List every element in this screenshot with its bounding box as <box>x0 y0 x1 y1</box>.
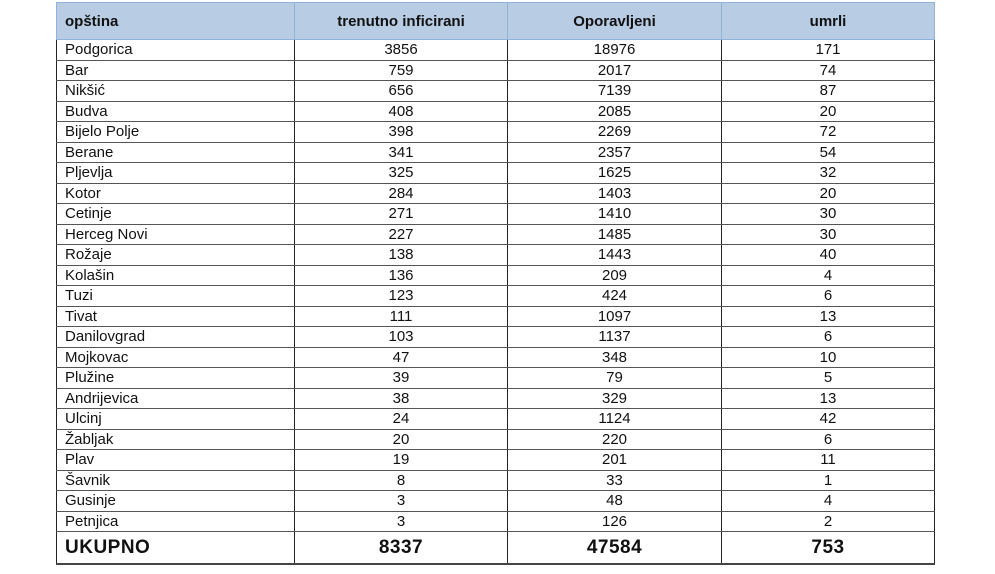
deaths-cell: 40 <box>722 245 935 266</box>
currently-infected-cell: 3 <box>295 511 508 532</box>
table-body <box>57 40 935 532</box>
currently-infected-cell: 325 <box>295 163 508 184</box>
municipality-cell: Tuzi <box>57 286 295 307</box>
deaths-cell: 30 <box>722 224 935 245</box>
municipality-cell: Podgorica <box>57 40 295 61</box>
deaths-cell: 6 <box>722 429 935 450</box>
municipality-cell: Bar <box>57 60 295 81</box>
recovered-cell: 2269 <box>508 122 722 143</box>
municipality-cell: Kotor <box>57 183 295 204</box>
recovered-cell: 1097 <box>508 306 722 327</box>
currently-infected-cell: 123 <box>295 286 508 307</box>
table-row <box>57 368 935 389</box>
currently-infected-cell: 227 <box>295 224 508 245</box>
table-row <box>57 511 935 532</box>
municipality-cell: Cetinje <box>57 204 295 225</box>
recovered-cell: 2017 <box>508 60 722 81</box>
municipality-cell: Rožaje <box>57 245 295 266</box>
municipality-cell: Nikšić <box>57 81 295 102</box>
table-row <box>57 470 935 491</box>
deaths-cell: 74 <box>722 60 935 81</box>
header-deaths: umrli <box>722 3 935 40</box>
table-row <box>57 122 935 143</box>
municipality-cell: Ulcinj <box>57 409 295 430</box>
deaths-cell: 87 <box>722 81 935 102</box>
municipality-cell: Danilovgrad <box>57 327 295 348</box>
currently-infected-cell: 3856 <box>295 40 508 61</box>
recovered-cell: 2357 <box>508 142 722 163</box>
recovered-cell: 18976 <box>508 40 722 61</box>
table-row <box>57 429 935 450</box>
currently-infected-cell: 138 <box>295 245 508 266</box>
total-row <box>57 532 935 565</box>
table-row <box>57 388 935 409</box>
recovered-cell: 1485 <box>508 224 722 245</box>
recovered-cell: 1625 <box>508 163 722 184</box>
recovered-cell: 1410 <box>508 204 722 225</box>
table-row <box>57 327 935 348</box>
deaths-cell: 11 <box>722 450 935 471</box>
table-row <box>57 204 935 225</box>
deaths-cell: 4 <box>722 265 935 286</box>
municipality-cell: Tivat <box>57 306 295 327</box>
currently-infected-cell: 19 <box>295 450 508 471</box>
table-row <box>57 142 935 163</box>
table-row <box>57 224 935 245</box>
table-row <box>57 60 935 81</box>
currently-infected-cell: 656 <box>295 81 508 102</box>
deaths-cell: 6 <box>722 327 935 348</box>
recovered-cell: 79 <box>508 368 722 389</box>
deaths-cell: 54 <box>722 142 935 163</box>
header-currently-infected: trenutno inficirani <box>295 3 508 40</box>
deaths-cell: 5 <box>722 368 935 389</box>
municipality-cell: Budva <box>57 101 295 122</box>
recovered-cell: 220 <box>508 429 722 450</box>
table-row <box>57 409 935 430</box>
municipality-cell: Mojkovac <box>57 347 295 368</box>
total-deaths: 753 <box>722 532 935 565</box>
total-currently-infected: 8337 <box>295 532 508 565</box>
total-label: UKUPNO <box>57 532 295 565</box>
table-row <box>57 163 935 184</box>
municipality-cell: Pljevlja <box>57 163 295 184</box>
table-row <box>57 245 935 266</box>
currently-infected-cell: 284 <box>295 183 508 204</box>
municipality-cell: Kolašin <box>57 265 295 286</box>
header-recovered: Oporavljeni <box>508 3 722 40</box>
table-row <box>57 81 935 102</box>
table-row <box>57 450 935 471</box>
municipality-cell: Plav <box>57 450 295 471</box>
header-row <box>57 3 935 40</box>
deaths-cell: 4 <box>722 491 935 512</box>
currently-infected-cell: 39 <box>295 368 508 389</box>
recovered-cell: 201 <box>508 450 722 471</box>
recovered-cell: 1124 <box>508 409 722 430</box>
recovered-cell: 329 <box>508 388 722 409</box>
currently-infected-cell: 341 <box>295 142 508 163</box>
deaths-cell: 6 <box>722 286 935 307</box>
deaths-cell: 30 <box>722 204 935 225</box>
deaths-cell: 72 <box>722 122 935 143</box>
table-row <box>57 286 935 307</box>
deaths-cell: 42 <box>722 409 935 430</box>
covid-municipality-table <box>56 2 935 565</box>
municipality-cell: Plužine <box>57 368 295 389</box>
recovered-cell: 48 <box>508 491 722 512</box>
municipality-cell: Herceg Novi <box>57 224 295 245</box>
currently-infected-cell: 398 <box>295 122 508 143</box>
currently-infected-cell: 20 <box>295 429 508 450</box>
table-row <box>57 491 935 512</box>
table-row <box>57 347 935 368</box>
deaths-cell: 171 <box>722 40 935 61</box>
table-row <box>57 265 935 286</box>
recovered-cell: 126 <box>508 511 722 532</box>
recovered-cell: 1443 <box>508 245 722 266</box>
currently-infected-cell: 47 <box>295 347 508 368</box>
currently-infected-cell: 3 <box>295 491 508 512</box>
currently-infected-cell: 38 <box>295 388 508 409</box>
deaths-cell: 2 <box>722 511 935 532</box>
currently-infected-cell: 8 <box>295 470 508 491</box>
total-recovered: 47584 <box>508 532 722 565</box>
recovered-cell: 1403 <box>508 183 722 204</box>
recovered-cell: 348 <box>508 347 722 368</box>
municipality-cell: Žabljak <box>57 429 295 450</box>
municipality-cell: Berane <box>57 142 295 163</box>
table-row <box>57 101 935 122</box>
deaths-cell: 20 <box>722 101 935 122</box>
currently-infected-cell: 111 <box>295 306 508 327</box>
recovered-cell: 1137 <box>508 327 722 348</box>
deaths-cell: 13 <box>722 388 935 409</box>
table-row <box>57 183 935 204</box>
deaths-cell: 10 <box>722 347 935 368</box>
currently-infected-cell: 271 <box>295 204 508 225</box>
recovered-cell: 7139 <box>508 81 722 102</box>
table-row <box>57 40 935 61</box>
municipality-cell: Gusinje <box>57 491 295 512</box>
currently-infected-cell: 24 <box>295 409 508 430</box>
deaths-cell: 20 <box>722 183 935 204</box>
municipality-cell: Bijelo Polje <box>57 122 295 143</box>
deaths-cell: 32 <box>722 163 935 184</box>
recovered-cell: 209 <box>508 265 722 286</box>
currently-infected-cell: 408 <box>295 101 508 122</box>
municipality-cell: Šavnik <box>57 470 295 491</box>
deaths-cell: 13 <box>722 306 935 327</box>
recovered-cell: 33 <box>508 470 722 491</box>
recovered-cell: 2085 <box>508 101 722 122</box>
table-row <box>57 306 935 327</box>
municipality-cell: Andrijevica <box>57 388 295 409</box>
currently-infected-cell: 103 <box>295 327 508 348</box>
deaths-cell: 1 <box>722 470 935 491</box>
currently-infected-cell: 136 <box>295 265 508 286</box>
header-municipality: opština <box>57 3 295 40</box>
municipality-cell: Petnjica <box>57 511 295 532</box>
recovered-cell: 424 <box>508 286 722 307</box>
currently-infected-cell: 759 <box>295 60 508 81</box>
